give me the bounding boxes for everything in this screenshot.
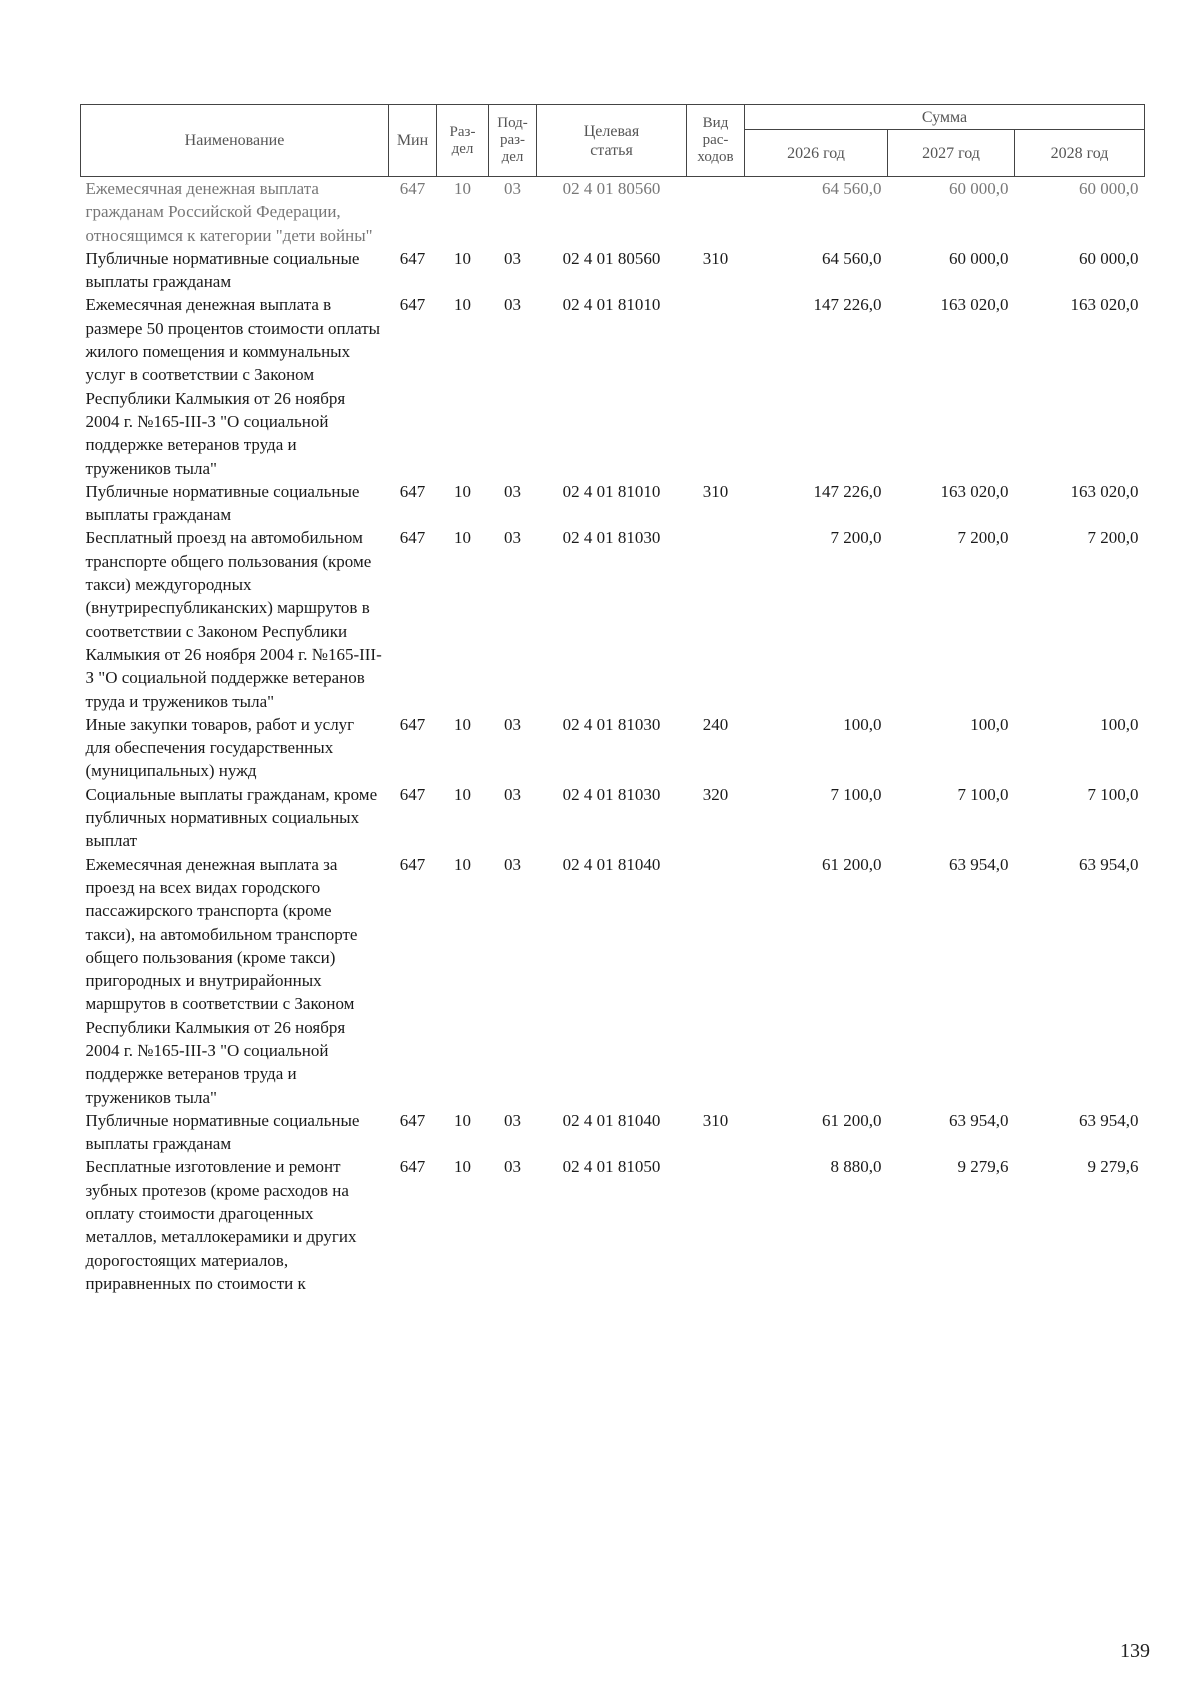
row-vid: 240 xyxy=(702,714,729,734)
row-amount-2026: 64 560,0 xyxy=(822,179,882,198)
row-razdel: 10 xyxy=(454,248,471,268)
row-razdel: 10 xyxy=(454,714,471,734)
row-min: 647 xyxy=(399,1110,426,1130)
row-vid: 310 xyxy=(702,481,729,501)
row-target: 02 4 01 81010 xyxy=(562,481,661,501)
row-target: 02 4 01 81040 xyxy=(562,1110,661,1130)
header-vid: Вид рас- ходов xyxy=(687,105,745,177)
row-target: 02 4 01 81030 xyxy=(562,528,661,548)
row-name: Социальные выплаты гражданам, кроме публичных нормативных социальных выплат xyxy=(85,784,378,851)
row-amount-2028: 100,0 xyxy=(1100,714,1139,734)
row-podrazdel: 03 xyxy=(504,528,521,548)
budget-table xyxy=(80,104,1145,1295)
row-amount-2026: 64 560,0 xyxy=(822,248,882,268)
row-vid xyxy=(687,177,745,247)
row-name: Ежемесячная денежная выплата в размере 50 процентов стоимости оплаты жилого помещения и коммунальных услуг в соответствии с Законом Республики Калмыкия от 26 ноября 2004 г. №165-III-З "О социальной поддержке ветеранов труда и тружеников тыла" xyxy=(85,295,381,478)
row-name: Иные закупки товаров, работ и услуг для обеспечения государственных (муниципальных) нужд xyxy=(85,714,355,781)
row-amount-2028: 7 200,0 xyxy=(1087,528,1139,548)
row-amount-2026: 7 200,0 xyxy=(830,528,882,548)
row-amount-2027: 163 020,0 xyxy=(940,295,1009,315)
row-amount-2027: 60 000,0 xyxy=(949,248,1009,268)
row-min: 647 xyxy=(399,179,426,198)
row-amount-2027: 7 200,0 xyxy=(957,528,1009,548)
row-name: Ежемесячная денежная выплата гражданам Российской Федерации, относящимся к категории "дети войны" xyxy=(85,179,373,245)
row-amount-2026: 100,0 xyxy=(843,714,882,734)
page-number: 139 xyxy=(1120,1640,1150,1662)
row-amount-2028: 60 000,0 xyxy=(1079,179,1139,198)
table-row xyxy=(81,1109,1145,1156)
row-podrazdel: 03 xyxy=(504,481,521,501)
row-podrazdel: 03 xyxy=(504,295,521,315)
row-min: 647 xyxy=(399,528,426,548)
row-amount-2027: 60 000,0 xyxy=(949,179,1009,198)
row-razdel: 10 xyxy=(454,784,471,804)
row-razdel: 10 xyxy=(454,1110,471,1130)
row-target: 02 4 01 81040 xyxy=(562,854,661,874)
row-razdel: 10 xyxy=(454,528,471,548)
table-row xyxy=(81,783,1145,853)
row-name: Ежемесячная денежная выплата за проезд на всех видах городского пассажирского транспорта (кроме такси), на автомобильном транспорте общего пользования (кроме такси) пригородных и внутрирайонных маршрутов в соответствии с Законом Республики Калмыкия от 26 ноября 2004 г. №165-III-З "О социальной поддержке ветеранов труда и тружеников тыла" xyxy=(85,854,358,1107)
row-amount-2028: 9 279,6 xyxy=(1087,1157,1139,1177)
row-podrazdel: 03 xyxy=(504,248,521,268)
row-target: 02 4 01 81030 xyxy=(562,784,661,804)
header-podrazdel: Под- раз- дел xyxy=(489,105,537,177)
row-name: Публичные нормативные социальные выплаты гражданам xyxy=(85,1110,360,1154)
row-vid xyxy=(687,526,745,712)
row-razdel: 10 xyxy=(454,481,471,501)
table-row xyxy=(81,1155,1145,1295)
header-razdel: Раз- дел xyxy=(437,105,489,177)
row-vid: 320 xyxy=(702,784,729,804)
row-amount-2026: 61 200,0 xyxy=(822,1110,882,1130)
row-min: 647 xyxy=(399,784,426,804)
row-min: 647 xyxy=(399,854,426,874)
row-podrazdel: 03 xyxy=(504,854,521,874)
table-row xyxy=(81,526,1145,712)
header-target: Целевая статья xyxy=(537,105,687,177)
row-amount-2026: 147 226,0 xyxy=(813,481,882,501)
row-min: 647 xyxy=(399,295,426,315)
row-vid xyxy=(687,853,745,1109)
row-amount-2028: 63 954,0 xyxy=(1079,854,1139,874)
row-min: 647 xyxy=(399,1157,426,1177)
row-name: Бесплатные изготовление и ремонт зубных протезов (кроме расходов на оплату стоимости драгоценных металлов, металлокерамики и других дорогостоящих материалов, приравненных по стоимости к xyxy=(85,1157,357,1293)
row-name: Публичные нормативные социальные выплаты гражданам xyxy=(85,248,360,292)
row-amount-2026: 8 880,0 xyxy=(830,1157,882,1177)
row-podrazdel: 03 xyxy=(504,179,521,198)
table-row xyxy=(81,247,1145,294)
row-razdel: 10 xyxy=(454,295,471,315)
row-podrazdel: 03 xyxy=(504,1157,521,1177)
row-target: 02 4 01 81010 xyxy=(562,295,661,315)
table-row xyxy=(81,480,1145,527)
header-sum: Сумма xyxy=(745,105,1145,130)
row-target: 02 4 01 81030 xyxy=(562,714,661,734)
row-amount-2027: 163 020,0 xyxy=(940,481,1009,501)
row-amount-2026: 61 200,0 xyxy=(822,854,882,874)
row-min: 647 xyxy=(399,714,426,734)
row-amount-2028: 60 000,0 xyxy=(1079,248,1139,268)
table-row xyxy=(81,293,1145,479)
row-amount-2028: 7 100,0 xyxy=(1087,784,1139,804)
row-target: 02 4 01 80560 xyxy=(562,248,661,268)
row-amount-2026: 7 100,0 xyxy=(830,784,882,804)
table-row xyxy=(81,853,1145,1109)
row-podrazdel: 03 xyxy=(504,714,521,734)
table-header xyxy=(81,105,1145,177)
row-vid xyxy=(687,293,745,479)
table-row xyxy=(81,177,1145,247)
row-min: 647 xyxy=(399,481,426,501)
row-razdel: 10 xyxy=(454,854,471,874)
table-body xyxy=(81,177,1145,1296)
row-amount-2027: 9 279,6 xyxy=(957,1157,1009,1177)
row-vid xyxy=(687,1155,745,1295)
row-amount-2027: 63 954,0 xyxy=(949,854,1009,874)
row-amount-2028: 163 020,0 xyxy=(1070,481,1139,501)
header-min: Мин xyxy=(389,105,437,177)
header-year-2028: 2028 год xyxy=(1015,130,1145,177)
row-razdel: 10 xyxy=(454,179,471,198)
row-amount-2027: 7 100,0 xyxy=(957,784,1009,804)
header-year-2027: 2027 год xyxy=(888,130,1015,177)
row-podrazdel: 03 xyxy=(504,784,521,804)
row-name: Публичные нормативные социальные выплаты гражданам xyxy=(85,481,360,525)
row-amount-2028: 163 020,0 xyxy=(1070,295,1139,315)
row-target: 02 4 01 80560 xyxy=(562,179,661,198)
row-amount-2028: 63 954,0 xyxy=(1079,1110,1139,1130)
row-min: 647 xyxy=(399,248,426,268)
row-razdel: 10 xyxy=(454,1157,471,1177)
row-amount-2027: 63 954,0 xyxy=(949,1110,1009,1130)
row-vid: 310 xyxy=(702,1110,729,1130)
table-row xyxy=(81,713,1145,783)
header-year-2026: 2026 год xyxy=(745,130,888,177)
row-name: Бесплатный проезд на автомобильном транспорте общего пользования (кроме такси) междугородных (внутриреспубликанских) маршрутов в соответствии с Законом Республики Калмыкия от 26 ноября 2004 г. №165-III-З "О социальной поддержке ветеранов труда и тружеников тыла" xyxy=(85,528,382,711)
row-target: 02 4 01 81050 xyxy=(562,1157,661,1177)
row-podrazdel: 03 xyxy=(504,1110,521,1130)
row-amount-2027: 100,0 xyxy=(970,714,1009,734)
header-name: Наименование xyxy=(81,105,389,177)
row-vid: 310 xyxy=(702,248,729,268)
row-amount-2026: 147 226,0 xyxy=(813,295,882,315)
